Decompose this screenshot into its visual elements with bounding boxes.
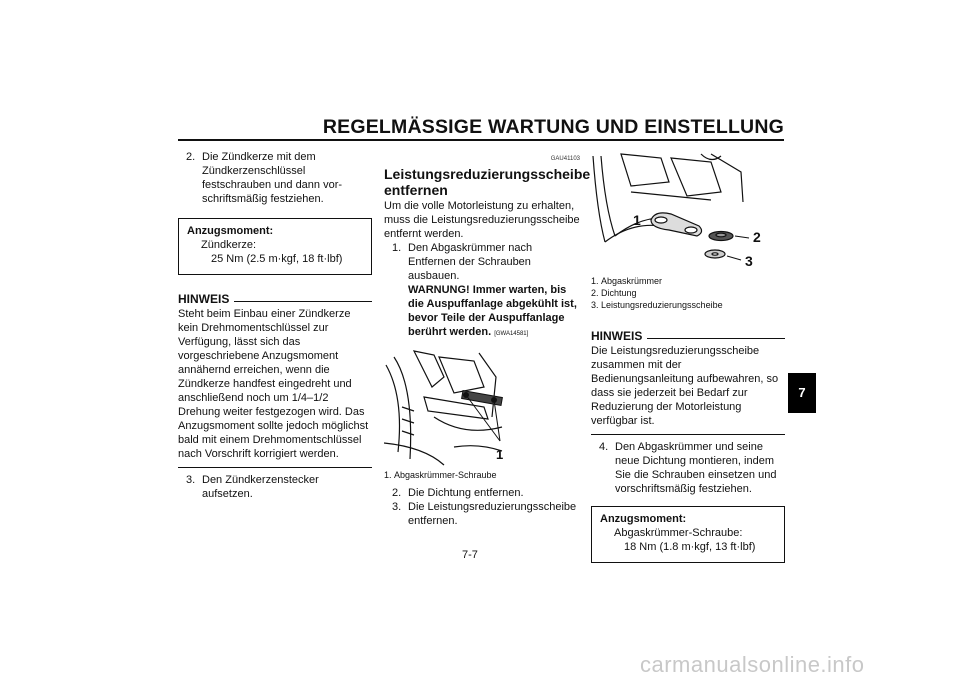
caption-text: Abgaskrümmer [601,276,663,286]
step-2-dichtung [384,486,580,500]
caption-text: Dichtung [601,288,637,298]
caption-item [384,469,580,481]
caption-text: Leistungsreduzierungsscheibe [601,300,723,310]
note-text: Steht beim Einbau einer Zündkerze kein Drehmomentschlüssel zur Verfügung, lässt sich das vorgeschriebene Anzugsmoment annähernd erreichen, wenn die Zündkerze handfest eingedreht und anschließend noch um 1/4–1/2 Drehung weiter festgezogen wird. Das Anzugsmoment sollte jedoch möglichst bald mit einem Drehmomentschlüssel nach Vorschrift korrigiert werden. [178,308,369,460]
torque-item: Abgaskrümmer-Schraube: [614,527,743,539]
note-heading [591,329,785,343]
torque-box-abgaskruemmer [591,506,785,563]
torque-value: 25 Nm (2.5 m·kgf, 18 ft·lbf) [211,253,343,265]
step-3-stecker [178,473,372,501]
page-number: 7-7 [462,549,478,561]
torque-value: 18 Nm (1.8 m·kgf, 13 ft·lbf) [624,541,756,553]
note-heading-text: HINWEIS [178,292,230,306]
step-text: Den Abgaskrümmer und seine neue Dichtung montieren, indem Sie die Schrauben einsetzen und vorschriftsmäßig festziehen. [615,441,777,495]
step-1-abgaskruemmer [384,241,580,341]
note-heading-rule [234,301,372,302]
figure-callout-2: 2 [753,229,761,245]
figure-exhaust-parts [591,152,771,274]
torque-heading: Anzugsmoment: [187,225,274,237]
section-code: GAU41103 [550,156,580,162]
step-number: 4. [599,441,609,453]
step-number: 2. [392,487,402,499]
step-3-scheibe [384,500,580,528]
torque-heading: Anzugsmoment: [600,513,687,525]
right-column [591,152,785,563]
left-column [178,150,372,501]
figure-callout-1: 1 [633,212,641,228]
figure-caption [384,469,580,481]
note-text: Die Leistungsreduzierungsscheibe zusammen mit der Bedienungsanleitung aufbewahren, so dass sie jederzeit bei Bedarf zur Reduzierung der Motorleistung verfügbar ist. [591,345,779,427]
step-text: Die Leistungsreduzierungsscheibe entfernen. [408,501,577,527]
caption-item [591,275,785,287]
figure-callout-3: 3 [745,253,753,269]
note-heading [178,292,372,306]
page-title: REGELMÄSSIGE WARTUNG UND EINSTELLUNG [322,116,784,138]
step-number: 3. [186,474,196,486]
warning-code: [GWA14581] [494,331,529,337]
torque-item: Zündkerze: [201,239,257,251]
note-heading-text: HINWEIS [591,329,643,343]
warning-text-main: WARNUNG! Immer warten, bis die Auspuffanlage abgekühlt ist, bevor Teile der Auspuffanlage berührt werden. [408,284,577,338]
caption-number: 2. [591,288,599,298]
note-end-rule [178,467,372,468]
caption-number: 1. [591,276,599,286]
section-title: Leistungsreduzierungsscheibe entfernen [384,166,591,198]
step-text: Die Zündkerze mit dem Zündkerzenschlüssel festschrauben und dann vorschriftsmäßig festziehen. [202,151,343,205]
step-number: 2. [186,151,196,163]
caption-number: 3. [591,300,599,310]
step-text: Die Dichtung entfernen. [408,487,524,499]
caption-item [591,287,785,299]
figure-caption-list [591,275,785,311]
middle-column [384,152,591,528]
step-text: Den Zündkerzenstecker aufsetzen. [202,474,319,500]
caption-item [591,299,785,311]
step-2-zuendkerze [178,150,372,206]
caption-number: 1. [384,470,392,480]
torque-box-zuendkerze [178,218,372,275]
caption-text: Abgaskrümmer-Schraube [394,470,497,480]
warning-text [408,283,580,341]
figure-exhaust-bolts [384,347,504,467]
chapter-tab[interactable]: 7 [788,373,816,413]
section-intro: Um die volle Motorleistung zu erhalten, muss die Leistungsreduzierungsscheibe entfernt werden. [384,200,580,240]
step-number: 1. [392,242,402,254]
step-number: 3. [392,501,402,513]
step-4-montieren [591,440,785,496]
step-text: Den Abgaskrümmer nach Entfernen der Schrauben ausbauen. [408,242,533,282]
note-end-rule [591,434,785,435]
title-rule [178,139,784,141]
watermark: carmanualsonline.info [640,652,865,677]
note-heading-rule [647,338,785,339]
figure-callout-1: 1 [496,447,504,462]
